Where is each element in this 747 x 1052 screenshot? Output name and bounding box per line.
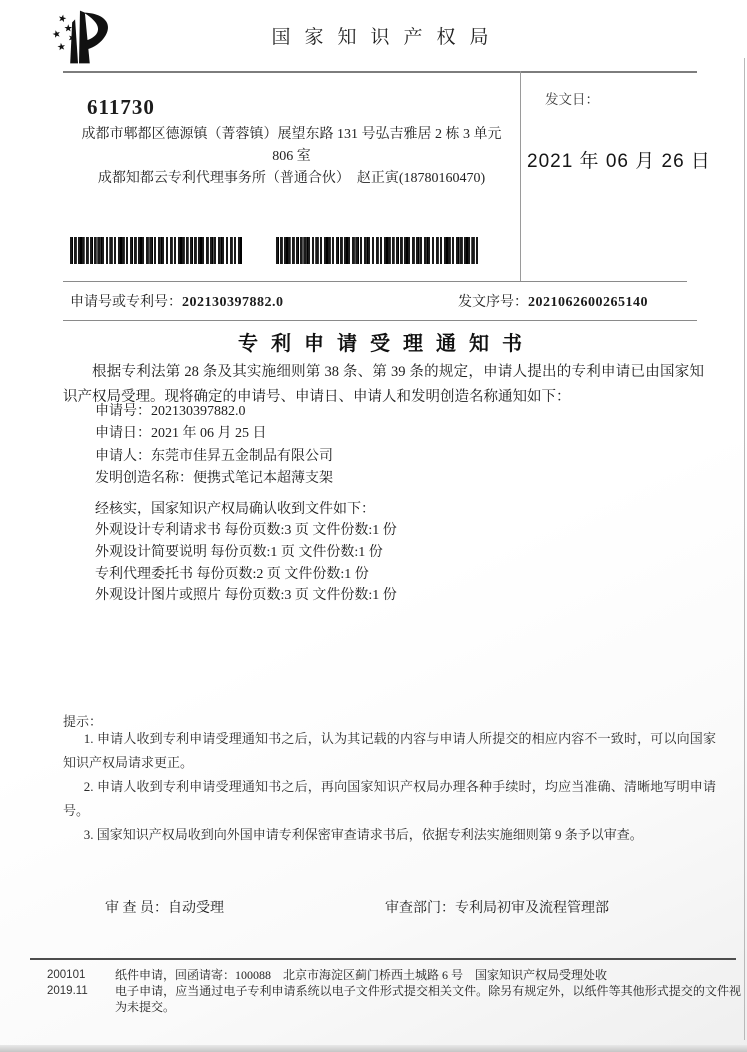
dispatch-date-value: 2021 年 06 月 26 日 [527, 151, 711, 172]
dispatch-box-border [520, 71, 521, 282]
field-value: 便携式笔记本超薄支架 [193, 471, 333, 487]
serial-number-label: 发文序号： [458, 295, 528, 310]
application-number-value: 202130397882.0 [182, 295, 284, 310]
field-value: 2021 年 06 月 25 日 [151, 426, 267, 442]
notes-label: 提示： [63, 714, 103, 729]
application-fields [95, 401, 333, 491]
field-applicant [95, 446, 333, 468]
field-label: 申请号： [95, 404, 151, 419]
barcode-divider [63, 281, 687, 282]
footer-electronic-note: 电子申请，应当通过电子专利申请系统以电子文件形式提交相关文件。除另有规定外，以纸件等其他形式提交的文件视为未提交。 [115, 984, 741, 1014]
address-line-1: 成都市郫都区德源镇（菁蓉镇）展望东路 131 号弘吉雅居 2 栋 3 单元 [81, 127, 502, 142]
document-title: 专利申请受理通知书 [238, 333, 535, 355]
field-label: 申请日： [95, 426, 151, 442]
reference-divider [63, 320, 697, 321]
application-number-label: 申请号或专利号： [70, 295, 182, 310]
field-value: 202130397882.0 [151, 404, 246, 419]
document-item: 外观设计简要说明 每份页数:1 页 文件份数:1 份 [95, 544, 383, 560]
footer-instructions [115, 967, 741, 1015]
footer-form-codes [47, 967, 88, 999]
serial-number-row [458, 291, 648, 311]
confirmation-line: 经核实，国家知识产权局确认收到文件如下： [95, 502, 375, 517]
header-divider [63, 71, 697, 73]
footer-paper-note: 纸件申请，回函请寄：100088 北京市海淀区蓟门桥西土城路 6 号 国家知识产权局受理处收 [115, 968, 608, 982]
issuing-authority-title: 国家知识产权局 [271, 27, 503, 48]
received-documents-list [95, 520, 397, 607]
agency-line: 成都知都云专利代理事务所（普通合伙） 赵正寅(18780160470) [97, 171, 486, 186]
address-line-2: 806 室 [272, 149, 311, 164]
dispatch-date-label: 发文日： [545, 92, 599, 107]
examiner-row [105, 897, 224, 917]
department-label: 审查部门： [385, 901, 455, 916]
note-item: 2. 申请人收到专利申请受理通知书之后，再向国家知识产权局办理各种手续时，均应当准确、清晰地写明申请号。 [63, 779, 716, 818]
examiner-value: 自动受理 [168, 901, 224, 916]
scanned-page-edge [744, 58, 745, 1040]
field-application-number [95, 401, 333, 423]
document-item: 专利代理委托书 每份页数:2 页 文件份数:1 份 [95, 566, 369, 582]
recipient-address-block [63, 124, 520, 190]
field-label: 申请人： [95, 448, 151, 464]
note-item: 3. 国家知识产权局收到向外国申请专利保密审查请求书后，依据专利法实施细则第 9 条予以审查。 [83, 827, 643, 842]
footer-code-2: 2019.11 [47, 985, 88, 997]
footer-code-1: 200101 [47, 969, 86, 981]
barcode-serial-number [276, 237, 478, 264]
field-value: 东莞市佳昇五金制品有限公司 [151, 448, 333, 464]
notes-list [63, 727, 716, 847]
field-filing-date [95, 423, 333, 445]
serial-number-value: 2021062600265140 [528, 295, 648, 310]
intro-paragraph: 根据专利法第 28 条及其实施细则第 38 条、第 39 条的规定，申请人提出的专利申请已由国家知识产权局受理。现将确定的申请号、申请日、申请人和发明创造名称通知如下： [63, 364, 704, 405]
postal-code: 611730 [87, 95, 155, 119]
examiner-label: 审 查 员： [105, 901, 168, 916]
scan-bottom-shadow [0, 1045, 747, 1052]
barcode-application-number [70, 237, 242, 264]
document-item: 外观设计专利请求书 每份页数:3 页 文件份数:1 份 [95, 523, 397, 538]
field-label: 发明创造名称： [95, 471, 193, 487]
department-row [385, 897, 609, 917]
note-item: 1. 申请人收到专利申请受理通知书之后，认为其记载的内容与申请人所提交的相应内容不一致时，可以向国家知识产权局请求更正。 [63, 731, 716, 770]
department-value: 专利局初审及流程管理部 [455, 901, 609, 916]
footer-divider [30, 958, 736, 960]
document-item: 外观设计图片或照片 每份页数:3 页 文件份数:1 份 [95, 588, 397, 604]
field-invention-title [95, 468, 333, 490]
application-number-row [70, 291, 284, 311]
